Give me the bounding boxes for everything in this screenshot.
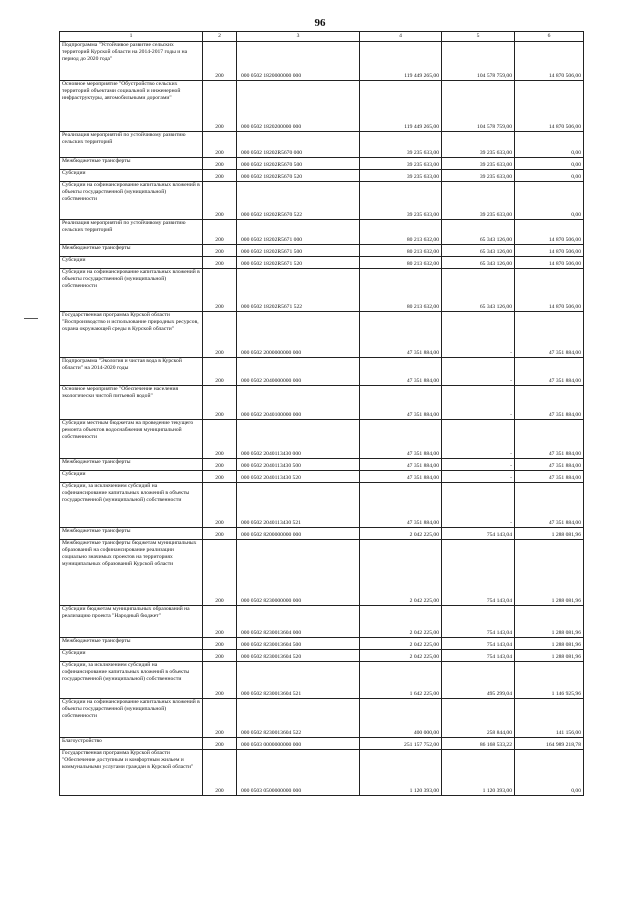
column-header-5: 5	[442, 32, 515, 42]
row-value-4-cell: 400 000,00	[360, 699, 442, 738]
row-value-6-cell: 1 288 081,96	[515, 650, 584, 662]
row-value-5-cell: -	[442, 386, 515, 420]
row-value-5-cell: 1 120 393,00	[442, 750, 515, 796]
row-name-cell: Субсидии	[60, 650, 203, 662]
row-code-cell: 200	[203, 483, 237, 528]
row-value-6-cell: 164 989 218,78	[515, 738, 584, 750]
row-value-6-cell: 0,00	[515, 158, 584, 170]
row-value-4-cell: 1 642 225,00	[360, 662, 442, 699]
row-kbk-cell: 000 0502 2000000000 000	[237, 312, 360, 358]
row-name-cell: Государственная программа Курской области "Обеспечение доступным и комфортным жильем и коммунальными услугами граждан в Курской области"	[60, 750, 203, 796]
row-value-5-cell: 104 578 759,00	[442, 81, 515, 132]
row-name-cell: Подпрограмма "Устойчивое развитие сельских территорий Курской области на 2014-2017 годы и на период до 2020 года"	[60, 42, 203, 81]
row-value-4-cell: 2 042 225,00	[360, 606, 442, 638]
table-row	[60, 158, 584, 170]
row-kbk-cell: 000 0502 18202R5671 522	[237, 269, 360, 312]
row-kbk-cell: 000 0502 2040113430 000	[237, 420, 360, 459]
row-value-6-cell: 0,00	[515, 132, 584, 158]
row-kbk-cell: 000 0502 18202R5671 500	[237, 245, 360, 257]
table-row	[60, 170, 584, 182]
row-value-4-cell: 119 449 265,00	[360, 42, 442, 81]
row-value-6-cell: 1 288 081,96	[515, 638, 584, 650]
table-row	[60, 650, 584, 662]
row-kbk-cell: 000 0502 8230013604 520	[237, 650, 360, 662]
row-value-5-cell: 754 143,04	[442, 606, 515, 638]
table-row	[60, 606, 584, 638]
row-code-cell: 200	[203, 132, 237, 158]
row-name-cell: Субсидии на софинансирование капитальных вложений в объекты государственной (муниципальной) собственности	[60, 699, 203, 738]
table-row	[60, 540, 584, 606]
table-row	[60, 420, 584, 459]
row-code-cell: 200	[203, 662, 237, 699]
column-header-2: 2	[203, 32, 237, 42]
row-value-5-cell: 86 168 533,22	[442, 738, 515, 750]
row-value-4-cell: 80 213 632,00	[360, 269, 442, 312]
row-kbk-cell: 000 0502 8230000000 000	[237, 540, 360, 606]
row-kbk-cell: 000 0502 2040100000 000	[237, 386, 360, 420]
row-name-cell: Межбюджетные трансферты	[60, 245, 203, 257]
row-code-cell: 200	[203, 220, 237, 245]
row-value-5-cell: 39 235 633,00	[442, 182, 515, 220]
row-value-5-cell: 39 235 633,00	[442, 158, 515, 170]
row-value-5-cell: -	[442, 312, 515, 358]
row-value-6-cell: 1 288 081,96	[515, 528, 584, 540]
row-name-cell: Субсидии бюджетам муниципальных образований на реализацию проекта "Народный бюджет"	[60, 606, 203, 638]
row-value-4-cell: 47 351 884,00	[360, 312, 442, 358]
row-value-4-cell: 39 235 633,00	[360, 132, 442, 158]
row-kbk-cell: 000 0502 8230013604 500	[237, 638, 360, 650]
row-value-6-cell: 0,00	[515, 170, 584, 182]
row-kbk-cell: 000 0502 1820000000 000	[237, 42, 360, 81]
column-header-4: 4	[360, 32, 442, 42]
table-row	[60, 358, 584, 386]
row-value-6-cell: 141 156,00	[515, 699, 584, 738]
row-code-cell: 200	[203, 650, 237, 662]
row-value-6-cell: 0,00	[515, 182, 584, 220]
table-row	[60, 662, 584, 699]
row-value-4-cell: 39 235 633,00	[360, 170, 442, 182]
row-code-cell: 200	[203, 699, 237, 738]
row-code-cell: 200	[203, 158, 237, 170]
table-row	[60, 257, 584, 269]
row-value-6-cell: 14 870 506,00	[515, 220, 584, 245]
row-value-5-cell: 495 299,04	[442, 662, 515, 699]
row-value-4-cell: 47 351 884,00	[360, 483, 442, 528]
row-name-cell: Основное мероприятие "Обустройство сельских территорий объектами социальной и инженерной инфраструктуры, автомобильными дорогами"	[60, 81, 203, 132]
row-name-cell: Межбюджетные трансферты	[60, 158, 203, 170]
row-name-cell: Межбюджетные трансферты бюджетам муниципальных образований на софинансирование реализации социально значимых проектов на территориях муниципальных образований Курской области	[60, 540, 203, 606]
row-kbk-cell: 000 0503 0000000000 000	[237, 738, 360, 750]
row-name-cell: Межбюджетные трансферты	[60, 528, 203, 540]
row-value-6-cell: 1 288 081,96	[515, 606, 584, 638]
row-kbk-cell: 000 0503 0500000000 000	[237, 750, 360, 796]
table-row	[60, 459, 584, 471]
row-code-cell: 200	[203, 257, 237, 269]
row-code-cell: 200	[203, 81, 237, 132]
row-value-5-cell: 258 844,00	[442, 699, 515, 738]
row-value-4-cell: 47 351 884,00	[360, 471, 442, 483]
row-value-5-cell: 754 143,04	[442, 528, 515, 540]
row-name-cell: Субсидии	[60, 170, 203, 182]
row-name-cell: Субсидии на софинансирование капитальных вложений в объекты государственной (муниципальной) собственности	[60, 182, 203, 220]
row-code-cell: 200	[203, 459, 237, 471]
table-row	[60, 750, 584, 796]
table-row	[60, 81, 584, 132]
row-value-6-cell: 47 351 884,00	[515, 420, 584, 459]
row-value-5-cell: -	[442, 471, 515, 483]
row-kbk-cell: 000 0502 2040113430 500	[237, 459, 360, 471]
row-value-6-cell: 47 351 884,00	[515, 386, 584, 420]
row-value-4-cell: 80 213 632,00	[360, 245, 442, 257]
row-name-cell: Благоустройство	[60, 738, 203, 750]
row-value-4-cell: 251 157 752,00	[360, 738, 442, 750]
row-kbk-cell: 000 0502 2040000000 000	[237, 358, 360, 386]
table-row	[60, 638, 584, 650]
row-kbk-cell: 000 0502 18202R5670 522	[237, 182, 360, 220]
row-value-4-cell: 80 213 632,00	[360, 257, 442, 269]
row-value-6-cell: 47 351 884,00	[515, 471, 584, 483]
row-value-4-cell: 2 042 225,00	[360, 638, 442, 650]
row-value-6-cell: 14 870 506,00	[515, 81, 584, 132]
row-code-cell: 200	[203, 638, 237, 650]
row-value-4-cell: 2 042 225,00	[360, 528, 442, 540]
row-kbk-cell: 000 0502 8230013604 522	[237, 699, 360, 738]
row-value-5-cell: -	[442, 420, 515, 459]
row-value-6-cell: 47 351 884,00	[515, 312, 584, 358]
row-value-6-cell: 14 870 506,00	[515, 245, 584, 257]
row-value-6-cell: 47 351 884,00	[515, 358, 584, 386]
row-code-cell: 200	[203, 182, 237, 220]
row-code-cell: 200	[203, 42, 237, 81]
row-name-cell: Субсидии, за исключением субсидий на софинансирование капитальных вложений в объекты государственной (муниципальной) собственности	[60, 662, 203, 699]
row-value-5-cell: 754 143,04	[442, 638, 515, 650]
row-code-cell: 200	[203, 750, 237, 796]
row-name-cell: Реализация мероприятий по устойчивому развитию сельских территорий	[60, 132, 203, 158]
row-value-4-cell: 80 213 632,00	[360, 220, 442, 245]
row-value-6-cell: 0,00	[515, 750, 584, 796]
row-name-cell: Межбюджетные трансферты	[60, 638, 203, 650]
row-name-cell: Реализация мероприятий по устойчивому развитию сельских территорий	[60, 220, 203, 245]
row-value-5-cell: 754 143,04	[442, 540, 515, 606]
row-kbk-cell: 000 0502 18202R5671 520	[237, 257, 360, 269]
row-value-5-cell: 39 235 633,00	[442, 132, 515, 158]
row-kbk-cell: 000 0502 18202R5670 500	[237, 158, 360, 170]
row-kbk-cell: 000 0502 8200000000 000	[237, 528, 360, 540]
row-kbk-cell: 000 0502 18202R5670 000	[237, 132, 360, 158]
table-row	[60, 182, 584, 220]
row-name-cell: Субсидии, за исключением субсидий на софинансирование капитальных вложений в объекты государственной (муниципальной) собственности	[60, 483, 203, 528]
row-code-cell: 200	[203, 358, 237, 386]
row-value-6-cell: 1 288 081,96	[515, 540, 584, 606]
row-value-5-cell: 754 143,04	[442, 650, 515, 662]
row-code-cell: 200	[203, 606, 237, 638]
row-value-6-cell: 14 870 506,00	[515, 269, 584, 312]
page-number: 96	[314, 17, 326, 29]
row-value-5-cell: 65 343 126,00	[442, 220, 515, 245]
row-kbk-cell: 000 0502 18202R5670 520	[237, 170, 360, 182]
row-value-5-cell: -	[442, 358, 515, 386]
row-name-cell: Межбюджетные трансферты	[60, 459, 203, 471]
row-name-cell: Субсидии	[60, 471, 203, 483]
table-body	[60, 42, 584, 796]
row-code-cell: 200	[203, 540, 237, 606]
row-code-cell: 200	[203, 170, 237, 182]
row-code-cell: 200	[203, 386, 237, 420]
table-row	[60, 245, 584, 257]
row-kbk-cell: 000 0502 8230013604 521	[237, 662, 360, 699]
row-value-4-cell: 47 351 884,00	[360, 386, 442, 420]
row-code-cell: 200	[203, 312, 237, 358]
row-value-4-cell: 39 235 633,00	[360, 158, 442, 170]
row-name-cell: Основное мероприятие "Обеспечение населения экологически чистой питьевой водой"	[60, 386, 203, 420]
table-row	[60, 42, 584, 81]
row-value-4-cell: 1 120 393,00	[360, 750, 442, 796]
row-name-cell: Субсидии на софинансирование капитальных вложений в объекты государственной (муниципальной) собственности	[60, 269, 203, 312]
row-code-cell: 200	[203, 420, 237, 459]
row-value-5-cell: 65 343 126,00	[442, 269, 515, 312]
row-code-cell: 200	[203, 738, 237, 750]
row-value-4-cell: 2 042 225,00	[360, 540, 442, 606]
column-header-6: 6	[515, 32, 584, 42]
row-kbk-cell: 000 0502 2040113430 521	[237, 483, 360, 528]
row-value-4-cell: 47 351 884,00	[360, 420, 442, 459]
table-row	[60, 132, 584, 158]
row-value-6-cell: 47 351 884,00	[515, 459, 584, 471]
row-kbk-cell: 000 0502 18202R5671 000	[237, 220, 360, 245]
row-name-cell: Подпрограмма "Экология и чистая вода в Курской области" на 2014-2020 годы	[60, 358, 203, 386]
table-row	[60, 220, 584, 245]
row-kbk-cell: 000 0502 2040113430 520	[237, 471, 360, 483]
row-value-4-cell: 119 449 265,00	[360, 81, 442, 132]
row-code-cell: 200	[203, 471, 237, 483]
row-value-5-cell: 39 235 633,00	[442, 170, 515, 182]
row-value-5-cell: 104 578 759,00	[442, 42, 515, 81]
table-row	[60, 269, 584, 312]
row-code-cell: 200	[203, 245, 237, 257]
row-kbk-cell: 000 0502 8230013604 000	[237, 606, 360, 638]
row-value-4-cell: 2 042 225,00	[360, 650, 442, 662]
table-row	[60, 471, 584, 483]
table-row	[60, 483, 584, 528]
table-row	[60, 312, 584, 358]
row-name-cell: Субсидии	[60, 257, 203, 269]
row-code-cell: 200	[203, 269, 237, 312]
row-value-4-cell: 39 235 633,00	[360, 182, 442, 220]
table-row	[60, 386, 584, 420]
row-value-6-cell: 14 870 506,00	[515, 257, 584, 269]
row-value-4-cell: 47 351 884,00	[360, 459, 442, 471]
table-row	[60, 528, 584, 540]
row-value-5-cell: 65 343 126,00	[442, 257, 515, 269]
row-code-cell: 200	[203, 528, 237, 540]
row-value-5-cell: -	[442, 459, 515, 471]
row-name-cell: Государственная программа Курской области "Воспроизводство и использование природных ресурсов, охрана окружающей среды в Курской области"	[60, 312, 203, 358]
row-value-6-cell: 47 351 884,00	[515, 483, 584, 528]
row-value-5-cell: -	[442, 483, 515, 528]
row-kbk-cell: 000 0502 1820200000 000	[237, 81, 360, 132]
budget-table	[59, 31, 584, 796]
column-number-row	[60, 32, 584, 42]
column-header-1: 1	[60, 32, 203, 42]
margin-mark	[24, 318, 38, 319]
row-value-4-cell: 47 351 884,00	[360, 358, 442, 386]
table-row	[60, 699, 584, 738]
column-header-3: 3	[237, 32, 360, 42]
table-row	[60, 738, 584, 750]
row-name-cell: Субсидии местным бюджетам на проведение текущего ремонта объектов водоснабжения муниципальной собственности	[60, 420, 203, 459]
row-value-5-cell: 65 343 126,00	[442, 245, 515, 257]
row-value-6-cell: 1 146 925,96	[515, 662, 584, 699]
row-value-6-cell: 14 870 506,00	[515, 42, 584, 81]
